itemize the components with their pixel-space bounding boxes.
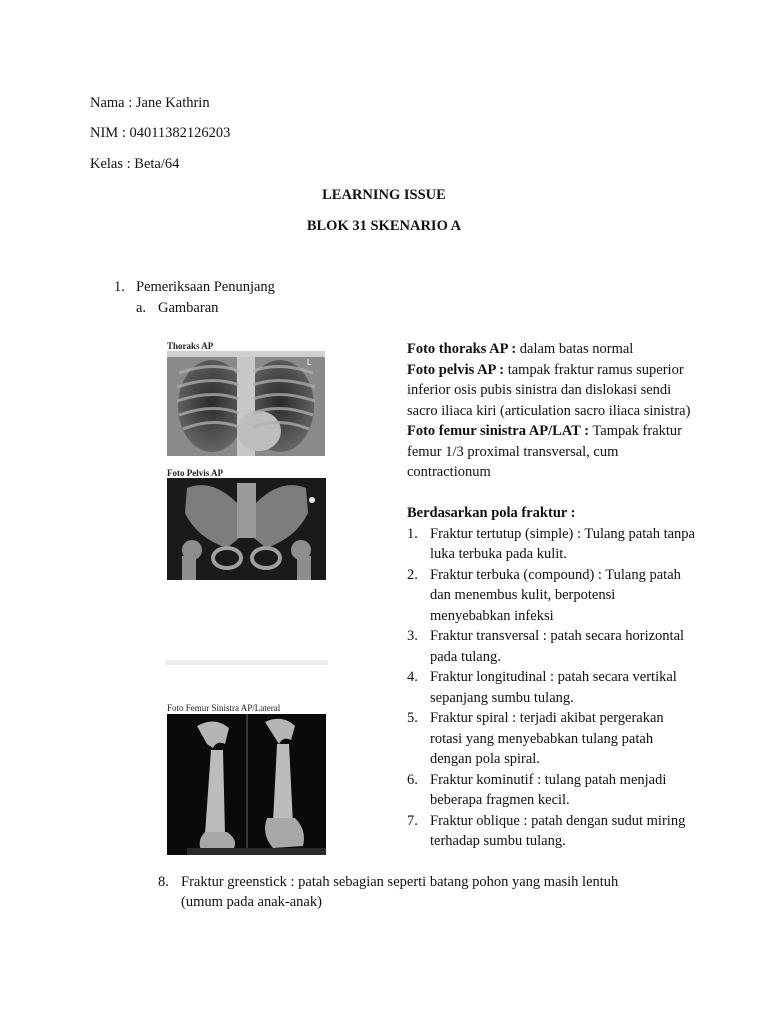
femur-caption: Foto Femur Sinistra AP/Lateral [167,703,281,713]
finding-thoraks-text: dalam batas normal [519,341,634,357]
thoraks-side-marker: L [307,358,312,367]
page-subtitle: BLOK 31 SKENARIO A [306,218,462,234]
student-class: Kelas : Beta/64 [90,156,180,172]
finding-femur-label: Foto femur sinistra AP/LAT : [407,423,590,439]
list-item: 7. Fraktur oblique : patah dengan sudut miring terhadap sumbu tulang. [407,812,686,849]
findings-column [407,339,697,852]
pola-item-8-line-2: (umum pada anak-anak) [181,894,322,910]
pola-item-8-line-1: Fraktur greenstick : patah sebagian seperti batang pohon yang masih lentuh [181,874,619,890]
list-item: 5. Fraktur spiral : terjadi akibat pergerakan rotasi yang menyebabkan tulang patah dengan pola spiral. [407,710,664,767]
outline-item-1-number: 1. [114,279,125,295]
finding-thoraks [407,339,697,360]
student-name: Nama : Jane Kathrin [90,95,210,111]
list-item: 6. Fraktur kominutif : tulang patah menjadi beberapa fragmen kecil. [407,771,667,808]
page-title: LEARNING ISSUE [322,187,446,203]
finding-pelvis-label: Foto pelvis AP : [407,361,505,378]
list-item: 3. Fraktur transversal : patah secara horizontal pada tulang. [407,628,685,665]
outline-item-1a-label: Gambaran [158,300,219,316]
list-item: 4. Fraktur longitudinal : patah secara vertikal sepanjang sumbu tulang. [407,669,677,706]
thoraks-caption: Thoraks AP [167,341,214,351]
list-item: 1. Fraktur tertutup (simple) : Tulang patah tanpa luka terbuka pada kulit. [407,525,695,562]
finding-femur-text: Tampak fraktur femur 1/3 proximal transversal, cum contractionum [407,423,683,480]
finding-thoraks-label: Foto thoraks AP : [407,341,517,357]
pola-heading: Berdasarkan pola fraktur : [407,505,576,521]
finding-pelvis-text: tampak fraktur ramus superior inferior osis pubis sinistra dan dislokasi sendi sacro iliaca kiri (articulation sacro iliaca sinistra) [407,361,691,419]
femur-xray-image [167,714,326,855]
outline-item-1a-letter: a. [136,300,147,316]
pola-item-8-number: 8. [158,874,169,890]
pelvis-caption: Foto Pelvis AP [167,468,223,478]
pola-list [407,524,697,852]
finding-pelvis [407,360,697,422]
student-nim: NIM : 04011382126203 [90,125,231,141]
list-item: 2. Fraktur terbuka (compound) : Tulang patah dan menembus kulit, berpotensi menyebabkan infeksi [407,566,681,624]
figure-divider [165,660,328,665]
outline-item-1-label: Pemeriksaan Penunjang [136,279,275,295]
pelvis-xray-image [167,478,326,580]
thoraks-xray-image [167,351,325,456]
finding-femur [407,421,697,483]
